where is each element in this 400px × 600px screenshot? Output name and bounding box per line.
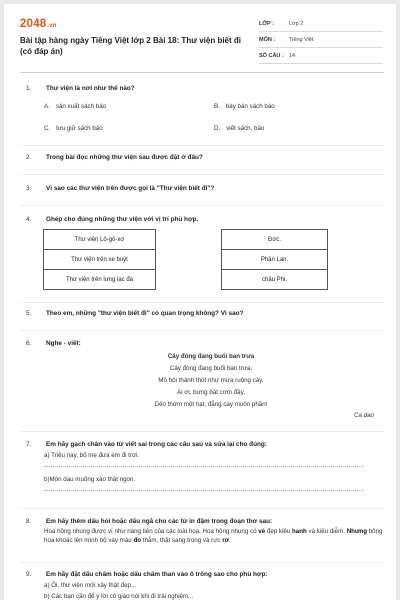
meta-subject: MÔN : Tiếng Việt xyxy=(259,34,383,48)
q1-option-a[interactable]: A. sản xuất sách báo xyxy=(44,103,107,110)
meta-question-count: SỐ CÂU : 14 xyxy=(259,50,383,64)
separator xyxy=(20,330,384,331)
table-row xyxy=(44,270,328,290)
q9-sentence-b: b) Các bạn cần để ý lời cô giáo nói khi đi trải nghiệm... xyxy=(44,593,194,600)
header-divider xyxy=(20,72,384,73)
q9-sentence-a: a) Ôi, thư viện mới xây thật đẹp... xyxy=(44,582,137,589)
match-right-item[interactable]: Đức. xyxy=(222,230,328,250)
match-right-item[interactable]: châu Phi. xyxy=(222,270,328,290)
q1-option-c[interactable]: C. lưu giữ sách báo xyxy=(44,125,103,132)
table-row xyxy=(44,230,328,250)
page-title: Bài tập hàng ngày Tiếng Việt lớp 2 Bài 18: Thư viện biết đi (có đáp án) xyxy=(20,36,242,56)
separator xyxy=(20,145,384,146)
matching-table xyxy=(43,229,328,290)
match-left-item[interactable]: Thư viện trên xe buýt xyxy=(44,250,156,270)
q8-paragraph: Hoa hồng nhung được ví như nàng tiên của các loài hoa. Hoa hồng nhung có vẻ đẹp kiêu hanh và kiêu diễm. Nhưng bông hoa khoác lên mình bộ váy màu đo thắm, thật sang trọng và rực rơ. xyxy=(44,528,383,544)
q7-sentence-a: a) Triệu nay, bố mẹ đưa em đi trơi. xyxy=(44,452,140,459)
poem-author: Ca dao xyxy=(354,412,374,419)
poem-line: Cây đòng đang buổi ban trưa, xyxy=(169,365,253,372)
poem-title: Cây đòng đang buổi ban trưa xyxy=(167,353,255,360)
separator xyxy=(20,431,384,432)
worksheet-page: 2048.vn Bài tập hàng ngày Tiếng Việt lớp 2 Bài 18: Thư viện biết đi (có đáp án) LỚP : Lớp 2 MÔN : Tiếng Việt SỐ CÂU : 14 1. Thư viện là nơi như thế nào? A. sản xuất sách báo B. bày bán sách báo C. lưu giữ sách báo D. viết sách, báo 2. Trong bài đọc những thư viện sau được đặt ở đâu? 3. Vì sao các thư viện trên được gọi là "Thư viện biết đi"? 4. Ghép cho đúng những thư viện với vị trí phù hợp. Thư viện Lô-gô-xơ Đức. Thư viện trên xe buýt Phần Lan. Thư viện trên lưng lạc đà châu Phi. 5. Theo em, những "thư viện biết đi" có quan trọng không? Vì sao? 6. Nghe - viết: Cây đòng đang buổi ban trưa Cây đòng đang buổi ban trưa, Mồ hôi thánh thót như mưa ruộng cày. Ai ơi, bưng bát cơm đầy, Dẻo thơm một hạt, đắng cay muôn phần! Ca dao 7. Em hãy gạch chân vào từ viết sai trong các câu sau và sửa lại cho đúng: a) Triệu nay, bố mẹ đưa em đi trơi. b)Món dau muống xào thật ngon. 8. Em hãy thêm dấu hỏi hoặc dấu ngã cho các từ in đậm trong đoạn thơ sau: Hoa hồng nhung được ví như nàng tiên của các loài hoa. Hoa hồng nhung có vẻ đẹp kiêu hanh và kiêu diễm. Nhưng bông hoa khoác lên mình bộ váy màu đo thắm, thật sang trọng và rực rơ. 9. Em hãy đặt dấu chấm hoặc dấu chấm than vào ô trống sao cho phù hợp: a) Ôi, thư viện mới xây thật đẹp... b) Các bạn cần để ý lời cô giáo nói khi đi trải nghiệm... xyxy=(4,4,396,600)
separator xyxy=(20,562,384,563)
poem-line: Dẻo thơm một hạt, đắng cay muôn phần! xyxy=(154,401,268,408)
separator xyxy=(20,174,384,175)
q1-option-d[interactable]: D. viết sách, báo xyxy=(214,125,265,132)
meta-class: LỚP : Lớp 2 xyxy=(259,18,383,32)
separator xyxy=(20,302,384,303)
q7-sentence-b: b)Món dau muống xào thật ngon. xyxy=(44,476,136,483)
poem-line: Mồ hôi thánh thót như mưa ruộng cày. xyxy=(158,377,264,384)
match-left-item[interactable]: Thư viện Lô-gô-xơ xyxy=(44,230,156,250)
poem-line: Ai ơi, bưng bát cơm đầy, xyxy=(177,389,245,396)
answer-line[interactable] xyxy=(44,490,364,491)
answer-line[interactable] xyxy=(44,466,364,467)
q1-option-b[interactable]: B. bày bán sách báo xyxy=(214,103,275,110)
table-row xyxy=(44,250,328,270)
separator xyxy=(20,205,384,206)
match-left-item[interactable]: Thư viện trên lưng lạc đà xyxy=(44,270,156,290)
separator xyxy=(20,508,384,509)
site-logo[interactable]: 2048.vn xyxy=(20,18,57,30)
match-right-item[interactable]: Phần Lan. xyxy=(222,250,328,270)
